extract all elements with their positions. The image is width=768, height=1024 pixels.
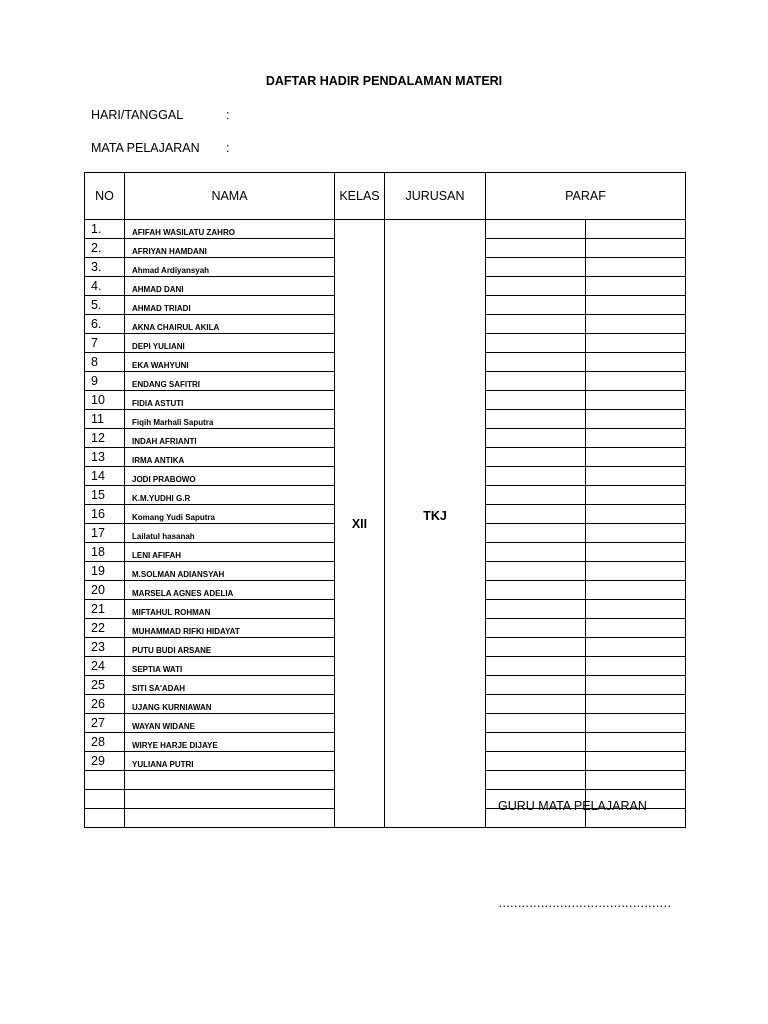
cell-paraf (486, 505, 586, 524)
field-label: HARI/TANGGAL (91, 108, 184, 122)
cell-paraf (586, 296, 686, 315)
cell-paraf (586, 638, 686, 657)
header-no: NO (85, 173, 125, 220)
cell-paraf (486, 296, 586, 315)
cell-paraf (486, 448, 586, 467)
cell-no: 11 (85, 410, 125, 429)
cell-nama: AFIFAH WASILATU ZAHRO (125, 220, 335, 239)
cell-paraf (486, 638, 586, 657)
cell-paraf (586, 562, 686, 581)
cell-paraf (486, 752, 586, 771)
cell-paraf (586, 619, 686, 638)
cell-paraf (486, 334, 586, 353)
field-hari-tanggal (91, 108, 229, 122)
cell-no: 21 (85, 600, 125, 619)
field-colon: : (226, 141, 230, 155)
cell-paraf (586, 429, 686, 448)
cell-paraf (586, 467, 686, 486)
cell-no: 8 (85, 353, 125, 372)
cell-nama (125, 790, 335, 809)
cell-paraf (486, 714, 586, 733)
header-nama: NAMA (125, 173, 335, 220)
cell-paraf (586, 752, 686, 771)
cell-nama: MARSELA AGNES ADELIA (125, 581, 335, 600)
cell-paraf (486, 391, 586, 410)
cell-paraf (586, 581, 686, 600)
cell-no: 7 (85, 334, 125, 353)
cell-no: 22 (85, 619, 125, 638)
cell-no: 27 (85, 714, 125, 733)
cell-kelas: XII (335, 220, 385, 828)
header-paraf: PARAF (486, 173, 686, 220)
cell-no (85, 771, 125, 790)
cell-paraf (486, 239, 586, 258)
cell-paraf (486, 562, 586, 581)
table-row (85, 220, 686, 239)
field-colon: : (226, 108, 230, 122)
cell-paraf (486, 220, 586, 239)
attendance-table (84, 172, 686, 828)
cell-paraf (486, 467, 586, 486)
cell-no: 1. (85, 220, 125, 239)
header-kelas: KELAS (335, 173, 385, 220)
cell-paraf (586, 220, 686, 239)
cell-paraf (586, 372, 686, 391)
cell-no: 9 (85, 372, 125, 391)
cell-paraf (486, 486, 586, 505)
cell-nama: SITI SA'ADAH (125, 676, 335, 695)
cell-paraf (586, 695, 686, 714)
table-header-row (85, 173, 686, 220)
cell-nama: AFRIYAN HAMDANI (125, 239, 335, 258)
cell-nama: WAYAN WIDANE (125, 714, 335, 733)
field-mata-pelajaran (91, 141, 229, 155)
cell-no: 14 (85, 467, 125, 486)
cell-nama: EKA WAHYUNI (125, 353, 335, 372)
cell-paraf (486, 277, 586, 296)
cell-nama: INDAH AFRIANTI (125, 429, 335, 448)
cell-paraf (486, 733, 586, 752)
cell-no: 10 (85, 391, 125, 410)
cell-nama: JODI PRABOWO (125, 467, 335, 486)
cell-paraf (486, 771, 586, 790)
cell-nama: IRMA ANTIKA (125, 448, 335, 467)
cell-no: 23 (85, 638, 125, 657)
cell-no: 2. (85, 239, 125, 258)
cell-nama: YULIANA PUTRI (125, 752, 335, 771)
cell-paraf (586, 353, 686, 372)
cell-paraf (586, 277, 686, 296)
cell-paraf (486, 258, 586, 277)
cell-nama: MUHAMMAD RIFKI HIDAYAT (125, 619, 335, 638)
cell-nama: LENI AFIFAH (125, 543, 335, 562)
field-label: MATA PELAJARAN (91, 141, 200, 155)
cell-no: 25 (85, 676, 125, 695)
signature-label: GURU MATA PELAJARAN (498, 799, 647, 813)
cell-no: 12 (85, 429, 125, 448)
cell-no: 3. (85, 258, 125, 277)
cell-paraf (586, 771, 686, 790)
cell-paraf (586, 486, 686, 505)
cell-paraf (586, 334, 686, 353)
cell-no: 4. (85, 277, 125, 296)
cell-paraf (486, 353, 586, 372)
cell-paraf (486, 657, 586, 676)
cell-no (85, 790, 125, 809)
cell-paraf (586, 315, 686, 334)
document-title: DAFTAR HADIR PENDALAMAN MATERI (265, 74, 503, 88)
cell-nama: FIDIA ASTUTI (125, 391, 335, 410)
cell-paraf (486, 619, 586, 638)
cell-nama: Lailatul hasanah (125, 524, 335, 543)
cell-no: 18 (85, 543, 125, 562)
cell-paraf (586, 391, 686, 410)
cell-paraf (486, 429, 586, 448)
cell-paraf (586, 657, 686, 676)
cell-paraf (586, 524, 686, 543)
cell-nama: AHMAD TRIADI (125, 296, 335, 315)
cell-jurusan: TKJ (385, 220, 486, 828)
cell-paraf (586, 505, 686, 524)
cell-no: 5. (85, 296, 125, 315)
cell-no: 16 (85, 505, 125, 524)
cell-nama: Komang Yudi Saputra (125, 505, 335, 524)
cell-paraf (586, 543, 686, 562)
cell-paraf (586, 600, 686, 619)
cell-nama (125, 771, 335, 790)
cell-paraf (486, 581, 586, 600)
cell-no: 24 (85, 657, 125, 676)
cell-no: 20 (85, 581, 125, 600)
cell-nama: Fiqih Marhali Saputra (125, 410, 335, 429)
cell-nama: WIRYE HARJE DIJAYE (125, 733, 335, 752)
cell-nama: Ahmad Ardiyansyah (125, 258, 335, 277)
cell-nama: DEPI YULIANI (125, 334, 335, 353)
header-jurusan: JURUSAN (385, 173, 486, 220)
cell-paraf (486, 524, 586, 543)
cell-nama: MIFTAHUL ROHMAN (125, 600, 335, 619)
cell-paraf (486, 676, 586, 695)
cell-no: 15 (85, 486, 125, 505)
cell-no: 17 (85, 524, 125, 543)
cell-nama: ENDANG SAFITRI (125, 372, 335, 391)
cell-no: 26 (85, 695, 125, 714)
cell-nama: SEPTIA WATI (125, 657, 335, 676)
cell-no: 19 (85, 562, 125, 581)
signature-line: ……………………………………… (498, 896, 671, 910)
cell-paraf (486, 410, 586, 429)
cell-paraf (586, 714, 686, 733)
cell-paraf (586, 676, 686, 695)
cell-nama: M.SOLMAN ADIANSYAH (125, 562, 335, 581)
cell-paraf (586, 239, 686, 258)
cell-paraf (486, 600, 586, 619)
cell-paraf (486, 315, 586, 334)
cell-paraf (586, 733, 686, 752)
cell-nama: AHMAD DANI (125, 277, 335, 296)
cell-no: 28 (85, 733, 125, 752)
cell-nama: K.M.YUDHI G.R (125, 486, 335, 505)
cell-no: 13 (85, 448, 125, 467)
cell-no: 29 (85, 752, 125, 771)
cell-paraf (486, 695, 586, 714)
cell-no (85, 809, 125, 828)
cell-paraf (586, 410, 686, 429)
cell-paraf (586, 448, 686, 467)
cell-nama: PUTU BUDI ARSANE (125, 638, 335, 657)
cell-nama (125, 809, 335, 828)
cell-nama: UJANG KURNIAWAN (125, 695, 335, 714)
cell-paraf (486, 372, 586, 391)
cell-no: 6. (85, 315, 125, 334)
cell-paraf (486, 543, 586, 562)
cell-nama: AKNA CHAIRUL AKILA (125, 315, 335, 334)
cell-paraf (586, 258, 686, 277)
